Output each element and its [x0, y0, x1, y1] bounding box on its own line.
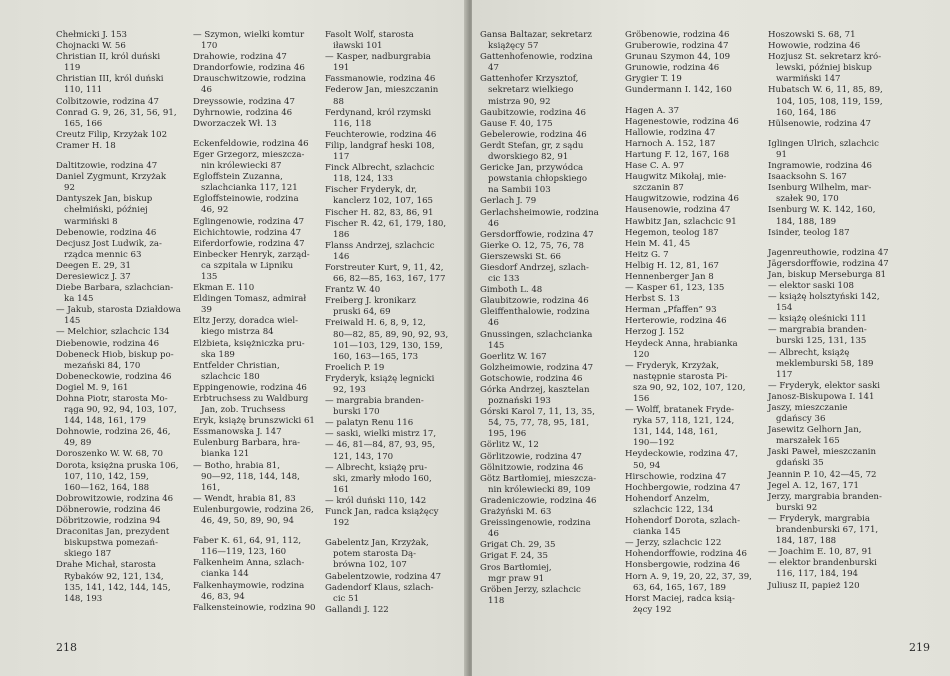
index-entry: Diebenowie, rodzina 46 [56, 338, 160, 349]
index-entry: — Szymon, wielki komtur 170 [193, 30, 305, 52]
index-entry: Gattenhofer Krzysztof, sekretarz wielkiego mistrza 90, 92 [480, 74, 579, 107]
index-entry: — palatyn Renu 116 [325, 418, 414, 429]
index-entry: Gause F. 40, 175 [480, 118, 553, 129]
index-entry: Heitz G. 7 [625, 249, 669, 260]
index-entry: Gundermann I. 142, 160 [625, 85, 732, 96]
index-entry: — Fryderyk, Krzyżak, następnie starosta Pi- sza 90, 92, 102, 107, 120, 156 [625, 360, 746, 404]
index-entry: Erbtruchsess zu Waldburg Jan, zob. Truchsess [193, 394, 309, 416]
page-number-right: 219 [909, 641, 930, 654]
index-entry: Golzheimowie, rodzina 47 [480, 362, 594, 373]
index-entry: Jeannin P. 10, 42—45, 72 [768, 469, 877, 480]
index-entry: — Albrecht, książę pru- ski, zmarły młodo 160, 161 [325, 462, 432, 495]
index-entry: Howowie, rodzina 46 [768, 41, 861, 52]
index-entry: Falkenhaymowie, rodzina 46, 83, 94 [193, 580, 305, 602]
index-entry: Froelich P. 19 [325, 362, 385, 373]
page-number-left: 218 [56, 641, 77, 654]
index-entry: Fryderyk, książę legnicki 92, 193 [325, 373, 435, 395]
index-entry: Gros Bartłomiej, mgr praw 91 [480, 562, 552, 584]
index-entry: Döbnerowie, rodzina 46 [56, 504, 161, 515]
index-entry: Heydeckowie, rodzina 47, 50, 94 [625, 449, 738, 471]
index-entry: Gerlach J. 79 [480, 196, 537, 207]
index-entry: — książę holsztyński 142, 154 [768, 292, 880, 314]
index-entry: Haugwitzowie, rodzina 46 [625, 194, 739, 205]
index-entry: — książę oleśnicki 111 [768, 314, 867, 325]
index-entry: Horn A. 9, 19, 20, 22, 37, 39, 63, 64, 165, 167, 189 [625, 571, 752, 593]
index-entry: Dobrowitzowie, rodzina 46 [56, 493, 174, 504]
section-gap [56, 152, 184, 161]
index-entry: Doroszenko W. W. 68, 70 [56, 449, 163, 460]
index-entry: Grygier T. 19 [625, 74, 682, 85]
right-page [472, 0, 950, 676]
index-entry: Fischer R. 42, 61, 179, 180, 186 [325, 218, 447, 240]
index-entry: — elektor saski 108 [768, 280, 854, 291]
index-entry: Debenowie, rodzina 46 [56, 227, 157, 238]
index-entry: Hein M. 41, 45 [625, 238, 691, 249]
index-entry: Gierszewski St. 66 [480, 251, 562, 262]
index-entry: Dyhrnowie, rodzina 46 [193, 107, 293, 118]
index-entry: Herterowie, rodzina 46 [625, 316, 727, 327]
index-entry: Jerzy, margrabia branden- burski 92 [768, 491, 882, 513]
index-entry: Entfelder Christian, szlachcic 180 [193, 360, 280, 382]
index-entry: Hohendorf Anzelm, szlachcic 122, 134 [625, 493, 714, 515]
index-entry: Deegen E. 29, 31 [56, 260, 131, 271]
index-entry: Dantyszek Jan, biskup chełmiński, później warmiński 8 [56, 194, 153, 227]
index-entry: Gnussingen, szlachcianka 145 [480, 329, 593, 351]
index-entry: Dobeneck Hiob, biskup po- mezański 84, 170 [56, 349, 174, 371]
index-entry: — Joachim E. 10, 87, 91 [768, 547, 873, 558]
index-entry: Jan, biskup Merseburga 81 [768, 269, 887, 280]
index-entry: Gimboth L. 48 [480, 285, 543, 296]
index-entry: Christian II, król duński 119 [56, 52, 161, 74]
index-entry: Horst Maciej, radca ksią- żęcy 192 [625, 593, 735, 615]
index-entry: Drahe Michał, starosta Rybaków 92, 121, 134, 135, 141, 142, 144, 145, 148, 193 [56, 560, 171, 604]
index-entry: Gleiffenthalowie, rodzina 46 [480, 307, 590, 329]
index-entry: Egloffsteinowie, rodzina 46, 92 [193, 194, 299, 216]
index-entry: Glaubitzowie, rodzina 46 [480, 296, 589, 307]
index-entry: Dobeneckowie, rodzina 46 [56, 371, 172, 382]
left-column-3 [325, 30, 453, 616]
index-entry: Górka Andrzej, kasztelan poznański 193 [480, 385, 590, 407]
index-entry: Draconitas Jan, prezydent biskupstwa pomezań- skiego 187 [56, 527, 170, 560]
index-entry: Hozjusz St. sekretarz kró- lewski, później biskup warmiński 147 [768, 52, 882, 85]
index-entry: Faber K. 61, 64, 91, 112, 116—119, 123, 160 [193, 536, 302, 558]
index-entry: Eiferdorfowie, rodzina 47 [193, 238, 305, 249]
left-page [0, 0, 468, 676]
index-entry: Gabelentz Jan, Krzyżak, potem starosta Dą- brówna 102, 107 [325, 538, 429, 571]
index-entry: Hochbergowie, rodzina 47 [625, 482, 741, 493]
index-entry: Dohnowie, rodzina 26, 46, 49, 89 [56, 427, 171, 449]
index-entry: Ekman E. 110 [193, 283, 255, 294]
index-entry: Gradeniczowie, rodzina 46 [480, 495, 597, 506]
index-entry: Chojnacki W. 56 [56, 41, 126, 52]
index-entry: Daniel Zygmunt, Krzyżak 92 [56, 172, 167, 194]
index-entry: Eryk, książę brunszwicki 61 [193, 416, 315, 427]
index-entry: Hase C. A. 97 [625, 161, 685, 172]
index-entry: Jägersdorffowie, rodzina 47 [768, 258, 889, 269]
index-entry: Grunau Szymon 44, 109 [625, 52, 731, 63]
index-entry: Jagenreuthowie, rodzina 47 [768, 247, 889, 258]
index-entry: Decjusz Jost Ludwik, za- rządca mennic 63 [56, 238, 162, 260]
index-entry: Isaacksohn S. 167 [768, 172, 847, 183]
index-entry: Flanss Andrzej, szlachcic 146 [325, 240, 435, 262]
index-entry: Götz Bartłomiej, mieszcza- nin królewiecki 89, 109 [480, 473, 597, 495]
index-entry: Dreyssowie, rodzina 47 [193, 96, 295, 107]
index-entry: Chełmicki J. 153 [56, 30, 128, 40]
index-entry: Herman „Pfaffen” 93 [625, 305, 717, 316]
index-entry: Gerlachsheimowie, rodzina 46 [480, 207, 599, 229]
index-entry: Eulenburg Barbara, hra- bianka 121 [193, 438, 301, 460]
index-entry: Honsbergowie, rodzina 46 [625, 560, 741, 571]
index-entry: Görlitz W., 12 [480, 440, 539, 451]
index-entry: Freiwald H. 6, 8, 9, 12, 80—82, 85, 89, 90, 92, 93, 101—103, 129, 130, 159, 160, 163—165, 173 [325, 318, 449, 362]
index-entry: — margrabia branden- burski 170 [325, 396, 424, 418]
index-entry: Gattenhofenowie, rodzina 47 [480, 52, 593, 74]
index-entry: Einbecker Henryk, zarząd- ca szpitala w Lipniku 135 [193, 249, 310, 282]
index-entry: Hegemon, teolog 187 [625, 227, 719, 238]
index-entry: Cramer H. 18 [56, 140, 116, 151]
index-entry: Gaubitzowie, rodzina 46 [480, 107, 586, 118]
index-entry: Eichichtowie, rodzina 47 [193, 227, 302, 238]
index-entry: — margrabia branden- burski 125, 131, 135 [768, 325, 867, 347]
index-entry: Hallowie, rodzina 47 [625, 127, 716, 138]
index-entry: Gadendorf Klaus, szlach- cic 51 [325, 582, 434, 604]
section-gap [768, 130, 896, 139]
index-entry: Hausenowie, rodzina 47 [625, 205, 731, 216]
index-entry: Isenburg Wilhelm, mar- szałek 90, 170 [768, 183, 872, 205]
right-column-1 [480, 30, 608, 607]
section-gap [325, 529, 453, 538]
index-entry: Gebelerowie, rodzina 46 [480, 129, 587, 140]
index-entry: Ferdynand, król rzymski 116, 118 [325, 107, 432, 129]
index-entry: — Melchior, szlachcic 134 [56, 327, 170, 338]
index-entry: Heydeck Anna, hrabianka 120 [625, 338, 738, 360]
index-entry: — Botho, hrabia 81, 90—92, 118, 144, 148, 161, [193, 460, 300, 493]
index-entry: Hoszowski S. 68, 71 [768, 30, 856, 40]
index-entry: Frantz W. 40 [325, 285, 381, 296]
index-entry: Janosz-Biskupowa I. 141 [768, 391, 875, 402]
index-entry: Dogiel M. 9, 161 [56, 382, 129, 393]
index-entry: Iglingen Ulrich, szlachcic 91 [768, 138, 879, 160]
index-entry: Federow Jan, mieszczanin 88 [325, 85, 439, 107]
index-entry: Grunowie, rodzina 46 [625, 63, 720, 74]
index-entry: Hagen A. 37 [625, 105, 680, 116]
index-entry: Giesdorf Andrzej, szlach- cic 133 [480, 262, 589, 285]
index-entry: Gotschowie, rodzina 46 [480, 373, 583, 384]
index-entry: Forstreuter Kurt, 9, 11, 42, 66, 82—85, 163, 167, 177 [325, 262, 446, 285]
right-column-2 [625, 30, 753, 616]
index-entry: Goerlitz W. 167 [480, 351, 547, 362]
index-entry: Gansa Baltazar, sekretarz książęcy 57 [480, 30, 592, 52]
index-entry: Eglingenowie, rodzina 47 [193, 216, 305, 227]
index-entry: Fischer H. 82, 83, 86, 91 [325, 207, 434, 218]
index-entry: Hohendorffowie, rodzina 46 [625, 549, 747, 560]
index-entry: Helbig H. 12, 81, 167 [625, 260, 719, 271]
index-entry: — 46, 81—84, 87, 93, 95, 121, 143, 170 [325, 440, 436, 462]
index-entry: Drahowie, rodzina 47 [193, 52, 287, 63]
index-entry: Jegel A. 12, 167, 171 [768, 480, 859, 491]
index-entry: Grażyński M. 63 [480, 507, 552, 518]
index-entry: — Fryderyk, elektor saski [768, 380, 880, 391]
index-entry: Filip, landgraf heski 108, 117 [325, 140, 435, 163]
index-entry: Feuchterowie, rodzina 46 [325, 129, 437, 140]
index-entry: Essmanowska J. 147 [193, 427, 282, 438]
index-entry: Eckenfeldowie, rodzina 46 [193, 138, 309, 149]
index-entry: — król duński 110, 142 [325, 495, 427, 506]
index-entry: Diebe Barbara, szlachcian- ka 145 [56, 283, 174, 305]
index-entry: Dorota, księżna pruska 106, 107, 110, 142, 159, 160—162, 164, 188 [56, 460, 179, 493]
index-entry: Juliusz II, papież 120 [768, 580, 860, 591]
index-entry: Falkenheim Anna, szlach- cianka 144 [193, 558, 305, 580]
index-entry: Jaszy, mieszczanie gdańscy 36 [768, 403, 848, 425]
index-entry: Döbritzowie, rodzina 94 [56, 516, 161, 527]
index-entry: Isinder, teolog 187 [768, 227, 850, 238]
right-column-3 [768, 30, 896, 592]
index-entry: Funck Jan, radca książęcy 192 [325, 507, 439, 529]
index-entry: Conrad G. 9, 26, 31, 56, 91, 165, 166 [56, 107, 177, 129]
index-entry: — elektor brandenburski 116, 117, 184, 194 [768, 558, 877, 580]
index-entry: Eger Grzegorz, mieszcza- nin królewiecki 87 [193, 149, 305, 172]
index-entry: Fasolt Wolf, starosta iławski 101 [325, 30, 414, 52]
index-entry: Hawbitz Jan, szlachcic 91 [625, 216, 737, 227]
section-gap [193, 527, 321, 536]
index-entry: — Wendt, hrabia 81, 83 [193, 493, 296, 504]
index-entry: Görlitzowie, rodzina 47 [480, 451, 582, 462]
index-entry: Gierke O. 12, 75, 76, 78 [480, 240, 584, 251]
index-entry: Drandorfowie, rodzina 46 [193, 63, 305, 74]
index-entry: Gröbenowie, rodzina 46 [625, 30, 730, 40]
index-entry: Eulenburgowie, rodzina 26, 46, 49, 50, 89, 90, 94 [193, 504, 314, 527]
index-entry: — Kasper, nadburgrabia 191 [325, 52, 431, 74]
index-entry: Daltitzowie, rodzina 47 [56, 161, 158, 172]
index-entry: Haugwitz Mikołaj, mie- szczanin 87 [625, 172, 727, 194]
index-entry: — Fryderyk, margrabia brandenburski 67, 171, 184, 187, 188 [768, 513, 879, 547]
index-entry: Falkensteinowie, rodzina 90 [193, 602, 316, 613]
index-entry: Dworzaczek Wł. 13 [193, 118, 277, 129]
index-entry: Deresiewicz J. 37 [56, 271, 131, 282]
index-entry: Hartung F. 12, 167, 168 [625, 149, 730, 160]
index-entry: — Jerzy, szlachcic 122 [625, 538, 722, 549]
index-entry: Gericke Jan, przywódca powstania chłopskiego na Sambii 103 [480, 163, 588, 196]
index-entry: Hagenestowie, rodzina 46 [625, 116, 739, 127]
index-entry: Jasewitz Gelhorn Jan, marszałek 165 [768, 425, 862, 447]
section-gap [625, 97, 753, 106]
index-entry: Drauschwitzowie, rodzina 46 [193, 74, 307, 96]
index-entry: Finck Albrecht, szlachcic 118, 124, 133 [325, 163, 435, 185]
index-entry: Hirschowie, rodzina 47 [625, 471, 727, 482]
index-entry: Colbitzowie, rodzina 47 [56, 96, 159, 107]
index-entry: Herbst S. 13 [625, 294, 680, 305]
index-entry: Christian III, król duński 110, 111 [56, 74, 164, 96]
index-entry: — Wolff, bratanek Fryde- ryka 57, 118, 121, 124, 131, 144, 148, 161, 190—192 [625, 405, 735, 449]
index-entry: Creutz Filip, Krzyżak 102 [56, 129, 168, 140]
index-entry: — Kasper 61, 123, 135 [625, 283, 725, 294]
index-entry: — Jakub, starosta Działdowa 145 [56, 305, 181, 327]
index-entry: Eldingen Tomasz, admirał 39 [193, 294, 307, 316]
index-entry: Gallandi J. 122 [325, 604, 389, 615]
index-entry: — Albrecht, książę meklemburski 58, 189 117 [768, 347, 874, 380]
index-entry: Hülsenowie, rodzina 47 [768, 118, 872, 129]
index-entry: Fischer Fryderyk, dr, kanclerz 102, 107, 165 [325, 185, 434, 207]
left-column-1 [56, 30, 184, 605]
index-entry: Dohna Piotr, starosta Mo- rąga 90, 92, 94, 103, 107, 144, 148, 161, 179 [56, 394, 177, 427]
index-entry: Grigat F. 24, 35 [480, 551, 548, 562]
index-entry: Gerdt Stefan, gr, z sądu dworskiego 82, 91 [480, 140, 584, 163]
index-entry: Hubatsch W. 6, 11, 85, 89, 104, 105, 108, 119, 159, 160, 164, 186 [768, 85, 883, 118]
index-entry: Hennenberger Jan 8 [625, 271, 714, 282]
index-entry: Gersdorffowie, rodzina 47 [480, 229, 594, 240]
index-entry: Grigat Ch. 29, 35 [480, 540, 556, 551]
index-entry: Isenburg W. K. 142, 160, 184, 188, 189 [768, 205, 876, 227]
index-entry: Hohendorf Dorota, szlach- cianka 145 [625, 516, 740, 538]
index-entry: Elżbieta, księżniczka pru- ska 189 [193, 338, 305, 360]
index-entry: Gabelentzowie, rodzina 47 [325, 571, 442, 582]
index-entry: Herzog J. 152 [625, 327, 685, 338]
index-entry: Freiberg J. kronikarz pruski 64, 69 [325, 296, 416, 318]
index-entry: Ingramowie, rodzina 46 [768, 161, 873, 172]
index-entry: Gölnitzowie, rodzina 46 [480, 462, 584, 473]
section-gap [768, 239, 896, 248]
index-entry: Eppingenowie, rodzina 46 [193, 382, 307, 393]
index-entry: Harnoch A. 152, 187 [625, 138, 716, 149]
index-entry: — saski, wielki mistrz 17, [325, 429, 437, 440]
index-entry: Jaski Paweł, mieszczanin gdański 35 [768, 447, 877, 469]
index-entry: Egloffstein Zuzanna, szlachcianka 117, 121 [193, 172, 298, 194]
index-entry: Górski Karol 7, 11, 13, 35, 54, 75, 77, 78, 95, 181, 195, 196 [480, 407, 595, 440]
index-entry: Gröben Jerzy, szlachcic 118 [480, 584, 581, 606]
index-entry: Gruberowie, rodzina 47 [625, 41, 729, 52]
section-gap [193, 130, 321, 139]
index-entry: Fassmanowie, rodzina 46 [325, 74, 436, 85]
index-entry: Greissingenowie, rodzina 46 [480, 518, 591, 540]
index-entry: Eltz Jerzy, doradca wiel- kiego mistrza 84 [193, 316, 298, 338]
left-column-2 [193, 30, 321, 614]
